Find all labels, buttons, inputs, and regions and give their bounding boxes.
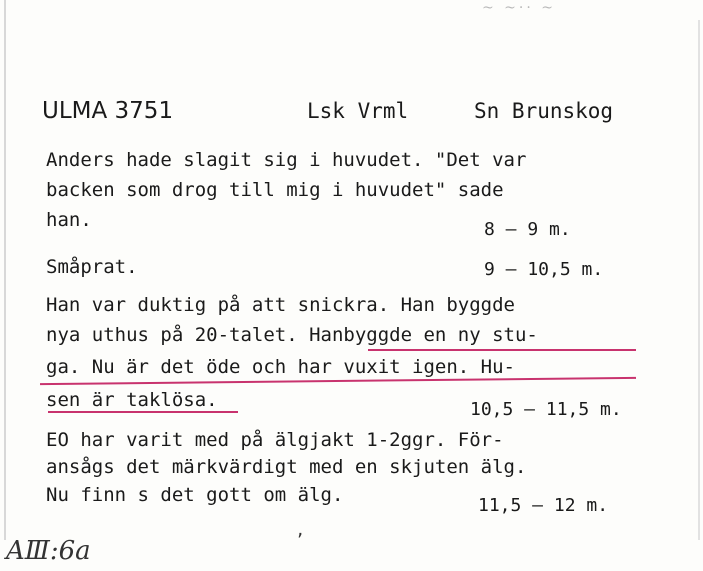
highlight-underline-3 [48, 411, 238, 413]
highlight-underline-1 [368, 349, 636, 351]
socken-label: Sn Brunskog [474, 99, 614, 123]
text-line-3: han. [46, 209, 92, 231]
time-range-3: 10,5 – 11,5 m. [470, 399, 622, 420]
text-line-5: Han var duktig på att snickra. Han byggde [46, 294, 515, 316]
faint-top-scribble: ~ ~·· ~ [482, 0, 556, 16]
archive-signum: AⅢ:6a [6, 536, 91, 566]
text-line-4: Småprat. [46, 256, 138, 278]
time-range-4: 11,5 – 12 m. [478, 495, 609, 516]
record-id: ULMA 3751 [42, 98, 174, 124]
text-line-1: Anders hade slagit sig i huvudet. "Det var [46, 149, 527, 171]
card-left-edge [4, 0, 6, 540]
time-range-2: 9 – 10,5 m. [484, 259, 604, 280]
text-line-6: nya uthus på 20-talet. Hanbyggde en ny stu- [46, 324, 538, 346]
text-line-9: EO har varit med på älgjakt 1-2ggr. För- [46, 429, 504, 451]
text-line-10: ansågs det märkvärdigt med en skjuten älg. [46, 456, 527, 478]
stray-mark: ʼ [295, 530, 305, 549]
time-range-1: 8 – 9 m. [484, 219, 571, 240]
text-line-8: sen är taklösa. [46, 389, 218, 411]
text-line-7: ga. Nu är det öde och har vuxit igen. Hu- [46, 356, 515, 378]
text-line-2: backen som drog till mig i huvudet" sade [46, 179, 504, 201]
card-right-edge [698, 20, 700, 540]
landskap-label: Lsk Vrml [307, 99, 409, 123]
text-line-11: Nu finn s det gott om älg. [46, 484, 344, 506]
